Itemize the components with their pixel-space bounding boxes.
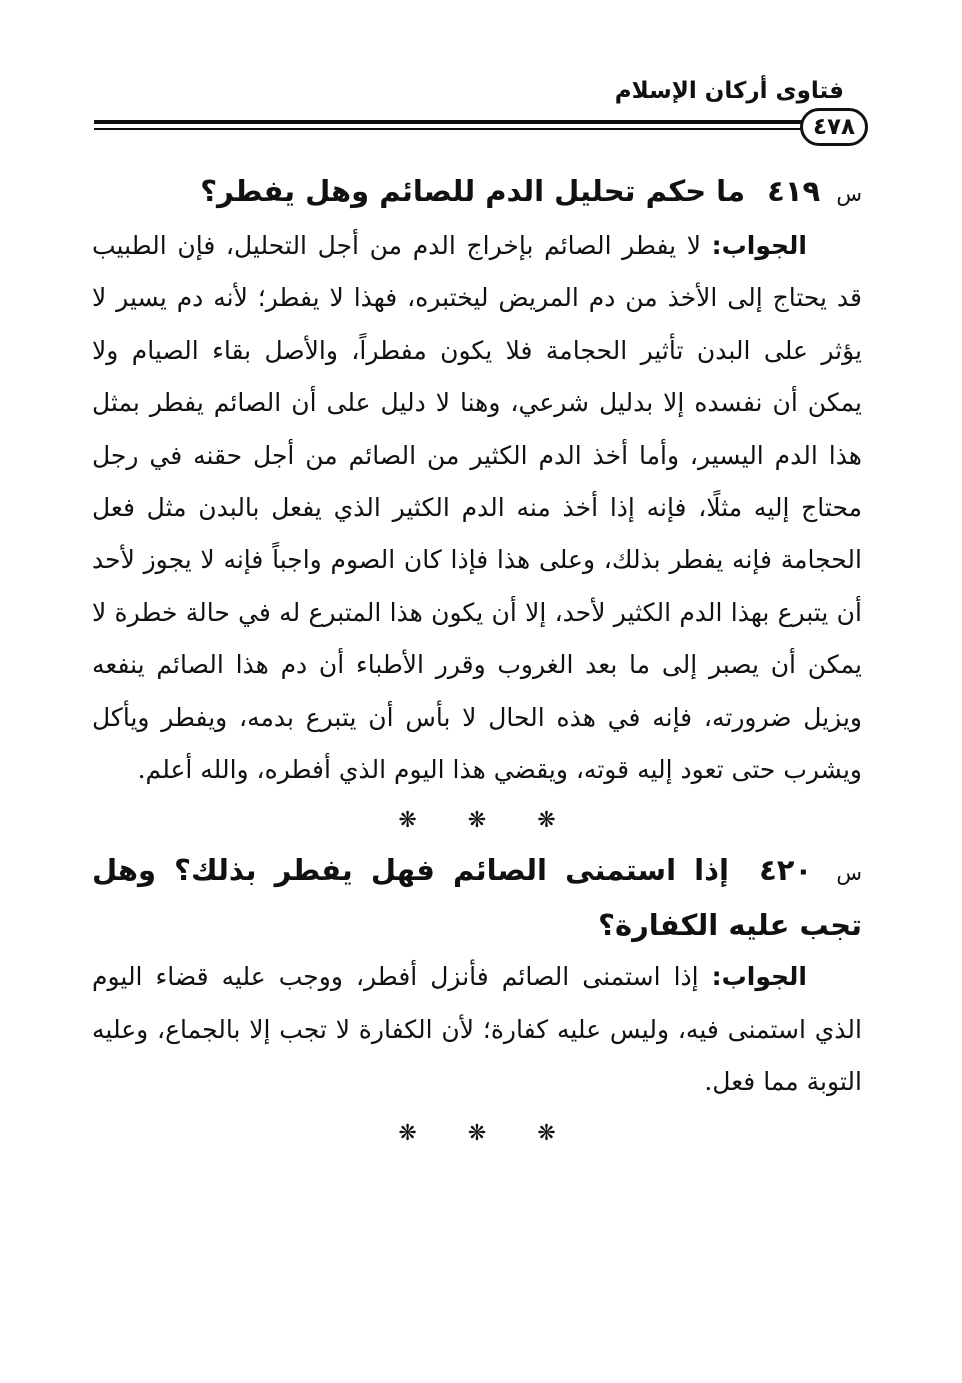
answer-text: إذا استمنى الصائم فأنزل أفطر، ووجب عليه قضاء اليوم الذي استمنى فيه، وليس عليه كفارة؛ لأن الكفارة لا تجب إلا بالجماع، وعليه التوبة مما فعل. [92,962,862,1097]
question-marker: س [836,182,862,206]
question-number: ٤٢٠ [759,853,813,888]
header-rule [94,120,806,124]
section-separator [92,798,862,844]
answer-420 [92,951,862,1108]
question-419 [92,165,862,220]
separator-star: ❋ [398,1120,417,1146]
header-rule-thin [94,128,806,130]
section-separator [92,1111,862,1157]
separator-star: ❋ [467,1120,487,1146]
running-title: فتاوى أركان الإسلام [614,78,844,104]
question-text: ما حكم تحليل الدم للصائم وهل يفطر؟ [200,174,746,208]
page-content [92,165,862,1157]
question-marker: س [836,861,862,886]
separator-star: ❋ [398,808,417,834]
separator-star: ❋ [537,1120,556,1146]
question-number: ٤١٩ [767,174,821,208]
answer-label: الجواب: [711,231,807,260]
page-number: ٤٧٨ [800,108,868,146]
question-text: إذا استمنى الصائم فهل يفطر بذلك؟ وهل تجب عليه الكفارة؟ [92,853,862,943]
separator-star: ❋ [467,808,487,834]
answer-419 [92,220,862,796]
answer-text: لا يفطر الصائم بإخراج الدم من أجل التحليل، فإن الطبيب قد يحتاج إلى الأخذ من دم المريض ليختبره، فهذا لا يفطر؛ لأنه دم يسير لا يؤثر على البدن تأثير الحجامة فلا يكون مفطراً، والأصل بقاء الصيام ولا يمكن أن نفسده إلا بدليل شرعي، وهنا لا دليل على أن الصائم يفطر بمثل هذا الدم اليسير، وأما أخذ الدم الكثير من الصائم من أجل حقنه في رجل محتاج إليه مثلًا، فإنه إذا أخذ منه الدم الكثير الذي يفعل بالبدن مثل فعل الحجامة فإنه يفطر بذلك، وعلى هذا فإذا كان الصوم واجباً فإنه لا يجوز لأحد أن يتبرع بهذا الدم الكثير لأحد، إلا أن يكون هذا المتبرع له في حالة خطرة لا يمكن أن يصبر إلى ما بعد الغروب وقرر الأطباء أن دم هذا الصائم ينفعه ويزيل ضرورته، فإنه في هذه الحال لا بأس أن يتبرع بدمه، ويفطر ويأكل ويشرب حتى تعود إليه قوته، ويقضي هذا اليوم الذي أفطره، والله أعلم. [92,231,862,785]
answer-label: الجواب: [711,962,807,992]
question-420 [92,844,862,951]
separator-star: ❋ [537,808,556,834]
